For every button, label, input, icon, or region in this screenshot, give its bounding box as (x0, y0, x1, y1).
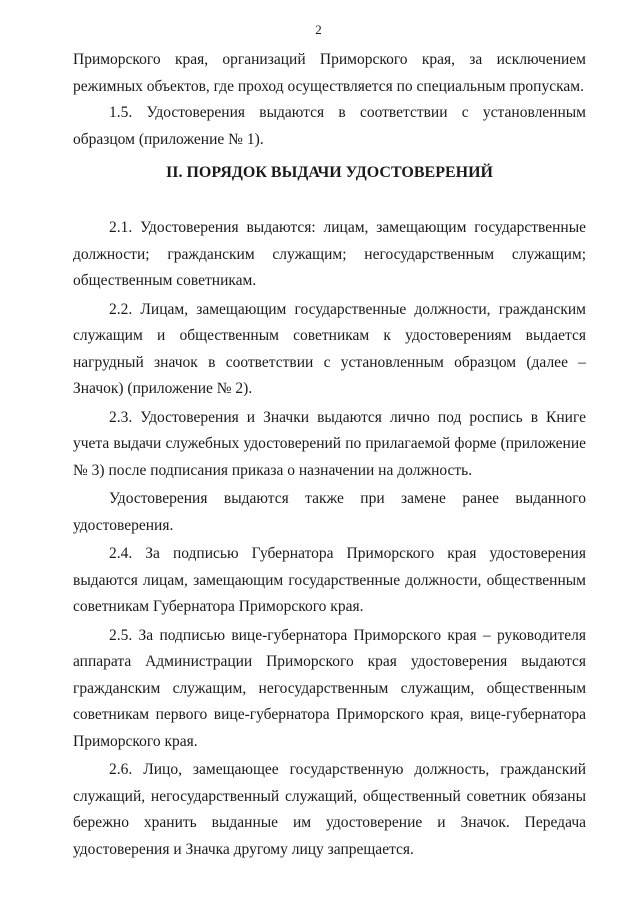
paragraph-2-5: 2.5. За подписью вице-губернатора Приморского края – руководителя аппарата Администрации Приморского края удостоверения выдаются гражданским служащим, негосударственным служащим, общественным советникам первого вице-губернатора Приморского края, вице-губернатора Приморского края. (73, 626, 586, 750)
paragraph-2-3: 2.3. Удостоверения и Значки выдаются лично под роспись в Книге учета выдачи служебных удостоверений по прилагаемой форме (приложение № 3) после подписания приказа о назначении на должность. (73, 408, 586, 479)
document-body (73, 47, 586, 863)
page-number: 2 (315, 22, 322, 37)
paragraph-2-4: 2.4. За подписью Губернатора Приморского края удостоверения выдаются лицам, замещающим государственные должности, общественным советникам Губернатора Приморского края. (73, 545, 586, 615)
paragraph-2-3-note: Удостоверения выдаются также при замене ранее выданного удостоверения. (73, 490, 586, 534)
paragraph-1-5: 1.5. Удостоверения выдаются в соответствии с установленным образцом (приложение № 1). (73, 104, 586, 148)
paragraph-2-2: 2.2. Лицам, замещающим государственные должности, гражданским служащим и общественным советникам к удостоверениям выдается нагрудный значок в соответствии с установленным образцом (далее – Значок) (приложение № 2). (73, 300, 586, 397)
paragraph-2-1: 2.1. Удостоверения выдаются: лицам, замещающим государственные должности; гражданским служащим; негосударственным служащим; общественным советникам. (73, 219, 586, 289)
paragraph-2-6: 2.6. Лицо, замещающее государственную должность, гражданский служащий, негосударственный служащий, общественный советник обязаны бережно хранить выданные им удостоверение и Значок. Передача удостоверения и Значка другому лицу запрещается. (73, 761, 586, 858)
section-heading: II. ПОРЯДОК ВЫДАЧИ УДОСТОВЕРЕНИЙ (166, 164, 493, 181)
paragraph-continuation: Приморского края, организаций Приморского края, за исключением режимных объектов, где проход осуществляется по специальным пропускам. (73, 51, 586, 95)
